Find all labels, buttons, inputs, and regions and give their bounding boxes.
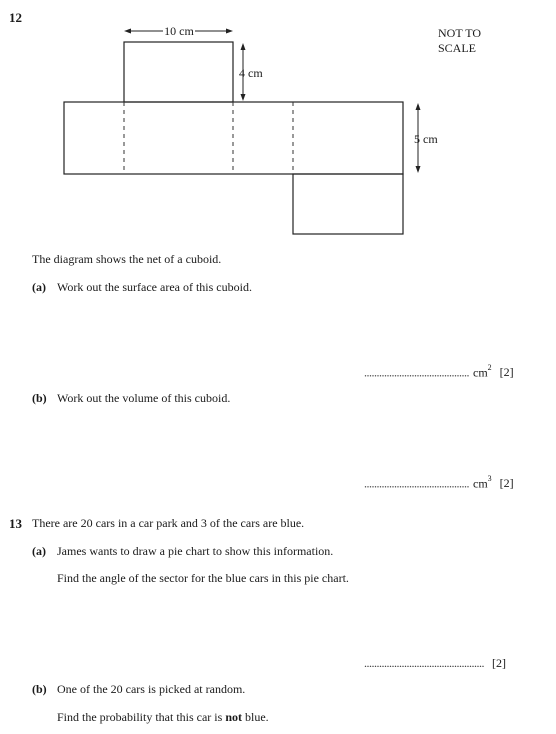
q12b-text: Work out the volume of this cuboid.: [57, 391, 231, 405]
not-to-scale-line2: SCALE: [438, 41, 477, 55]
answer-dots: ..........................................: [364, 365, 469, 380]
answer-dots: ..........................................: [364, 476, 469, 491]
q12-intro: The diagram shows the net of a cuboid.: [32, 252, 222, 266]
arrow-up-icon: [416, 103, 421, 110]
question-number-12: 12: [9, 10, 22, 25]
q13a-text-2: Find the angle of the sector for the blue cars in this pie chart.: [57, 571, 349, 585]
q12b-answer-line[interactable]: [364, 474, 514, 492]
arrow-down-icon: [241, 94, 246, 101]
q13a-answer-line[interactable]: [364, 654, 506, 672]
arrow-up-icon: [241, 43, 246, 50]
q13-intro: There are 20 cars in a car park and 3 of the cars are blue.: [32, 516, 305, 530]
q13a-label: (a): [32, 544, 46, 558]
q12b-label: (b): [32, 391, 47, 405]
dimension-width-label: 10 cm: [164, 24, 194, 38]
marks: [2]: [499, 476, 514, 491]
dimension-height-label: 4 cm: [239, 66, 263, 80]
q13b-label: (b): [32, 682, 47, 696]
unit: cm: [473, 365, 488, 380]
q13b-text-2-pre: Find the probability that this car is: [57, 710, 226, 724]
q13a-text-1: James wants to draw a pie chart to show this information.: [57, 544, 334, 558]
arrow-down-icon: [416, 166, 421, 173]
dimension-depth-label: 5 cm: [414, 132, 438, 146]
arrow-right-icon: [226, 29, 233, 34]
q12a-text: Work out the surface area of this cuboid.: [57, 280, 252, 294]
question-number-13: 13: [9, 516, 22, 531]
unit-power: 3: [487, 474, 492, 483]
net-bottom-face: [293, 174, 403, 234]
q13b-text-2-bold: not: [225, 710, 242, 724]
unit-power: 2: [487, 363, 492, 372]
marks: [2]: [492, 656, 506, 670]
cuboid-net-diagram: [0, 0, 556, 240]
q13b-text-1: One of the 20 cars is picked at random.: [57, 682, 246, 696]
q13b-text-2-post: blue.: [241, 710, 269, 724]
arrow-left-icon: [124, 29, 131, 34]
unit: cm: [473, 476, 488, 491]
net-top-face: [124, 42, 233, 102]
not-to-scale-line1: NOT TO: [438, 26, 482, 40]
answer-dots: ................................................: [364, 656, 484, 670]
marks: [2]: [499, 365, 514, 380]
q12a-answer-line[interactable]: [364, 363, 514, 381]
q13b-text-2: [57, 710, 269, 725]
q12a-label: (a): [32, 280, 46, 294]
